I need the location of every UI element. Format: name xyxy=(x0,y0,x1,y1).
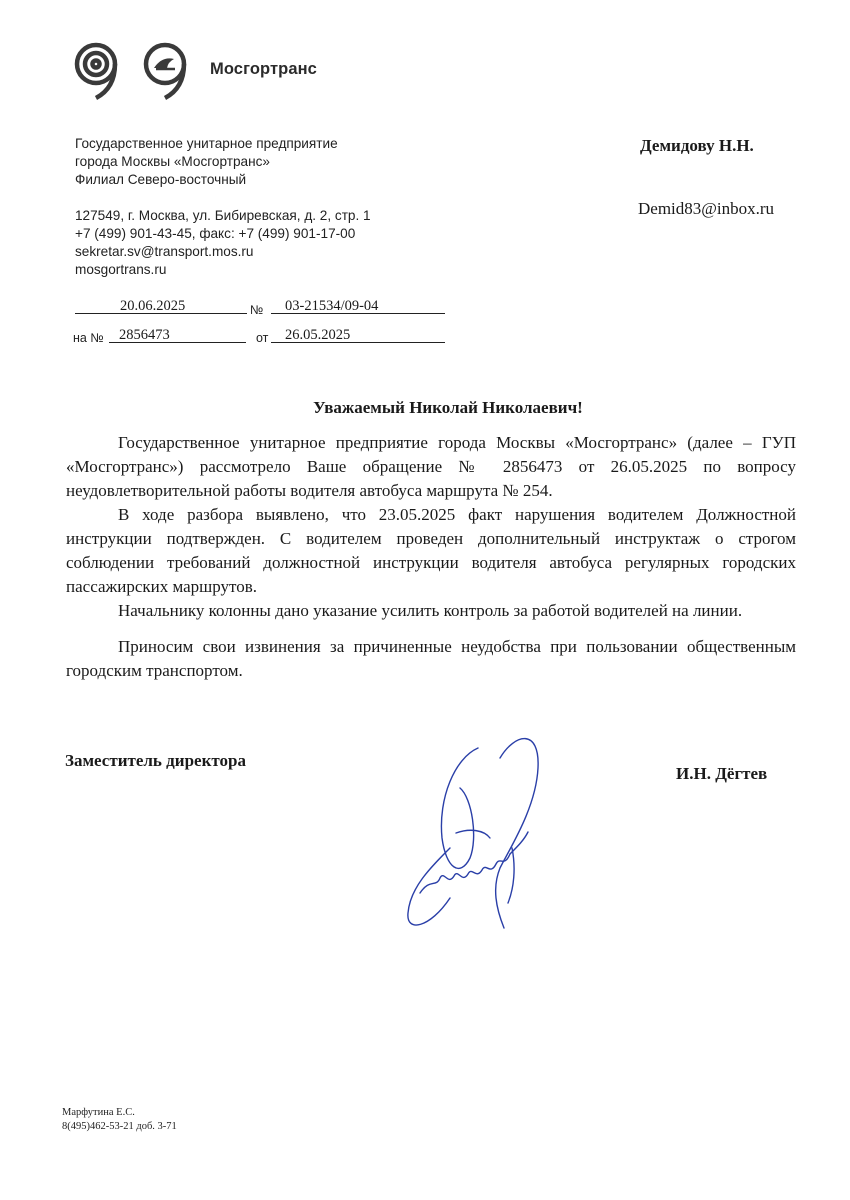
outgoing-date: 20.06.2025 xyxy=(75,298,247,314)
signatory-name: И.Н. Дёгтев xyxy=(676,764,768,783)
signature-icon xyxy=(400,728,570,948)
salutation: Уважаемый Николай Николаевич! xyxy=(313,398,583,417)
signatory-role: Заместитель директора xyxy=(65,751,246,770)
logo-text: Мосгортранс xyxy=(210,60,317,78)
paragraph: Начальнику колонны дано указание усилить контроль за работой водителей на линии. xyxy=(118,601,743,620)
logo-emblem-icon xyxy=(70,42,200,102)
ref-number: 2856473 xyxy=(109,327,246,343)
paragraph: Приносим свои извинения за причиненные неудобства при пользовании общественным городским транспортом. xyxy=(66,637,796,680)
executor-phone: 8(495)462-53-21 доб. 3-71 xyxy=(62,1121,177,1132)
sender-block xyxy=(75,135,371,279)
ref-date-label: от xyxy=(256,331,269,345)
paragraph: В ходе разбора выявлено, что 23.05.2025 факт нарушения водителем Должностной инструкции подтвержден. С водителем проведен дополнительный инструктаж о строгом соблюдении требований должностной инструкции водителя автобуса регулярных городских пассажирских маршрутов. xyxy=(66,505,796,596)
executor-name: Марфутина Е.С. xyxy=(62,1107,135,1118)
sender-phone: +7 (499) 901-43-45, факс: +7 (499) 901-17-00 xyxy=(75,226,356,241)
letter-body xyxy=(66,431,796,683)
sender-org-line3: Филиал Северо-восточный xyxy=(75,172,247,187)
sender-address: 127549, г. Москва, ул. Бибиревская, д. 2, стр. 1 xyxy=(75,208,371,223)
sender-website: mosgortrans.ru xyxy=(75,262,167,277)
company-logo xyxy=(70,42,370,102)
outgoing-number: 03-21534/09-04 xyxy=(271,298,445,314)
executor-info xyxy=(62,1106,177,1134)
ref-date: 26.05.2025 xyxy=(271,327,445,343)
number-label: № xyxy=(250,303,264,317)
paragraph: Государственное унитарное предприятие города Москвы «Мосгортранс» (далее – ГУП «Мосгортранс») рассмотрело Ваше обращение № 2856473 от 26.05.2025 по вопросу неудовлетворительной работы водителя автобуса маршрута № 254. xyxy=(66,433,796,500)
sender-email: sekretar.sv@transport.mos.ru xyxy=(75,244,254,259)
sender-org-line2: города Москвы «Мосгортранс» xyxy=(75,154,270,169)
sender-org-line1: Государственное унитарное предприятие xyxy=(75,136,338,151)
recipient-name: Демидову Н.Н. xyxy=(640,136,754,155)
recipient-email: Demid83@inbox.ru xyxy=(638,199,775,218)
ref-label: на № xyxy=(73,331,104,345)
